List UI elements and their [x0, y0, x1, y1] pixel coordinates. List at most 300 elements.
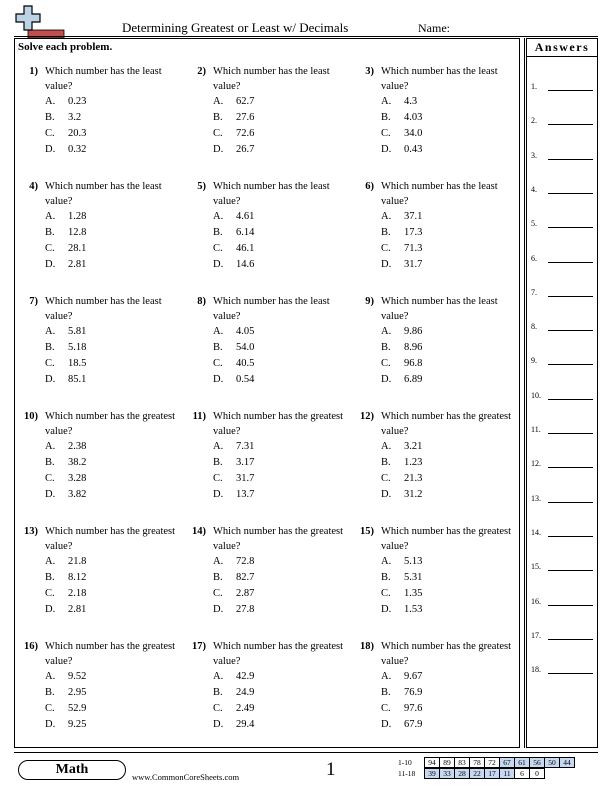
option-value: 38.2	[68, 457, 87, 468]
problem-number: 14)	[192, 526, 206, 537]
answer-option	[213, 701, 254, 717]
option-value: 28.1	[68, 243, 87, 254]
problem-number: 9)	[365, 296, 374, 307]
answer-number: 5.	[531, 219, 537, 229]
score-key-cell: 89	[439, 757, 455, 768]
answer-blank[interactable]	[548, 639, 593, 640]
option-letter: C.	[213, 128, 223, 139]
answer-number: 15.	[531, 562, 541, 572]
option-letter: C.	[213, 703, 223, 714]
problem	[354, 64, 516, 160]
problem-question: Which number has the greatest value?	[45, 641, 176, 667]
answer-option	[45, 241, 86, 257]
problem-number: 13)	[24, 526, 38, 537]
answer-option	[213, 94, 254, 110]
option-letter: C.	[213, 473, 223, 484]
option-letter: A.	[213, 556, 224, 567]
option-letter: A.	[45, 96, 56, 107]
option-value: 37.1	[404, 211, 423, 222]
option-letter: B.	[45, 342, 55, 353]
option-letter: C.	[45, 358, 55, 369]
answer-blank[interactable]	[548, 399, 593, 400]
option-value: 5.18	[68, 342, 87, 353]
answer-option	[213, 570, 254, 586]
option-letter: A.	[381, 671, 392, 682]
answer-number: 10.	[531, 390, 541, 400]
answer-option	[45, 142, 86, 158]
option-letter: D.	[45, 489, 56, 500]
answer-option	[381, 94, 417, 110]
option-value: 3.21	[404, 441, 423, 452]
answer-option	[213, 554, 254, 570]
answer-option	[381, 110, 422, 126]
option-value: 85.1	[68, 374, 87, 385]
problem-question: Which number has the least value?	[381, 66, 498, 92]
answer-option	[213, 586, 254, 602]
answer-number: 17.	[531, 630, 541, 640]
problem	[18, 639, 180, 735]
option-letter: A.	[45, 671, 56, 682]
option-value: 24.9	[236, 687, 255, 698]
option-letter: A.	[213, 441, 224, 452]
score-key-cell: 50	[544, 757, 560, 768]
score-key-cell: 67	[499, 757, 515, 768]
option-letter: D.	[45, 144, 56, 155]
problem	[186, 64, 348, 160]
problem-question: Which number has the greatest value?	[45, 526, 176, 552]
option-letter: B.	[45, 112, 55, 123]
option-letter: D.	[45, 259, 56, 270]
problem-number: 7)	[29, 296, 38, 307]
option-letter: C.	[381, 243, 391, 254]
option-letter: A.	[381, 96, 392, 107]
option-letter: D.	[381, 259, 392, 270]
option-value: 0.32	[68, 144, 87, 155]
option-value: 2.49	[236, 703, 255, 714]
option-value: 6.89	[404, 374, 423, 385]
option-letter: B.	[381, 342, 391, 353]
option-letter: C.	[213, 243, 223, 254]
answer-option	[213, 340, 254, 356]
option-letter: B.	[45, 227, 55, 238]
subject-badge: Math	[18, 760, 126, 780]
option-letter: D.	[213, 604, 224, 615]
score-key-cell: 33	[439, 768, 455, 779]
score-key-cell: 83	[454, 757, 470, 768]
option-letter: B.	[213, 227, 223, 238]
answer-option	[381, 685, 422, 701]
answer-option	[213, 455, 254, 471]
answer-option	[213, 372, 254, 388]
option-letter: C.	[45, 128, 55, 139]
problem-number: 17)	[192, 641, 206, 652]
answer-option	[213, 257, 254, 273]
option-letter: A.	[381, 441, 392, 452]
problem	[186, 294, 348, 390]
problem-number: 12)	[360, 411, 374, 422]
option-letter: C.	[381, 703, 391, 714]
option-letter: B.	[45, 572, 55, 583]
answer-option	[45, 372, 86, 388]
option-letter: B.	[213, 342, 223, 353]
answer-number: 4.	[531, 184, 537, 194]
option-letter: D.	[213, 144, 224, 155]
option-letter: C.	[45, 243, 55, 254]
problem-number: 5)	[197, 181, 206, 192]
problem	[18, 64, 180, 160]
problem	[18, 294, 180, 390]
option-letter: D.	[213, 374, 224, 385]
answer-blank[interactable]	[548, 124, 593, 125]
problem-question: Which number has the greatest value?	[213, 411, 344, 437]
answer-blank[interactable]	[548, 467, 593, 468]
option-value: 71.3	[404, 243, 423, 254]
answer-option	[45, 356, 86, 372]
answer-blank[interactable]	[548, 605, 593, 606]
score-key-cell: 56	[529, 757, 545, 768]
option-letter: D.	[381, 604, 392, 615]
page-title: Determining Greatest or Least w/ Decimals	[122, 20, 349, 35]
site-url: www.CommonCoreSheets.com	[132, 772, 240, 782]
problem	[18, 409, 180, 505]
option-letter: C.	[381, 588, 391, 599]
option-letter: B.	[213, 572, 223, 583]
answer-blank[interactable]	[548, 570, 593, 571]
answer-option	[45, 602, 86, 618]
answer-option	[213, 110, 254, 126]
answer-option	[45, 570, 86, 586]
answer-number: 12.	[531, 459, 541, 469]
answer-option	[45, 110, 81, 126]
option-letter: B.	[45, 457, 55, 468]
answer-blank[interactable]	[548, 159, 593, 160]
option-value: 4.05	[236, 326, 255, 337]
answer-number: 8.	[531, 322, 537, 332]
option-value: 3.2	[68, 112, 82, 123]
option-letter: C.	[45, 703, 55, 714]
answer-blank[interactable]	[548, 227, 593, 228]
problem-question: Which number has the greatest value?	[213, 641, 344, 667]
option-value: 31.2	[404, 489, 423, 500]
instructions: Solve each problem.	[18, 41, 113, 53]
option-letter: B.	[213, 457, 223, 468]
problem-number: 15)	[360, 526, 374, 537]
problem-question: Which number has the least value?	[213, 66, 330, 92]
option-value: 1.28	[68, 211, 87, 222]
problem-number: 11)	[192, 411, 206, 422]
answer-option	[45, 487, 86, 503]
score-key-cell: 17	[484, 768, 500, 779]
option-letter: A.	[45, 326, 56, 337]
answer-option	[381, 225, 422, 241]
problem-number: 1)	[29, 66, 38, 77]
option-letter: D.	[45, 604, 56, 615]
option-value: 96.8	[404, 358, 423, 369]
answer-option	[381, 570, 422, 586]
logo-icon	[14, 4, 70, 38]
answer-option	[213, 717, 254, 733]
option-letter: A.	[45, 556, 56, 567]
option-value: 40.5	[236, 358, 255, 369]
option-value: 2.81	[68, 604, 87, 615]
option-value: 26.7	[236, 144, 255, 155]
answer-option	[213, 324, 254, 340]
option-letter: B.	[213, 112, 223, 123]
problem-question: Which number has the greatest value?	[45, 411, 176, 437]
option-letter: A.	[381, 326, 392, 337]
score-key-cell: 11	[499, 768, 515, 779]
problem-number: 2)	[197, 66, 206, 77]
option-value: 13.7	[236, 489, 255, 500]
option-letter: D.	[45, 719, 56, 730]
option-letter: B.	[213, 687, 223, 698]
problem	[186, 409, 348, 505]
option-value: 29.4	[236, 719, 255, 730]
problem	[186, 639, 348, 735]
problem	[18, 524, 180, 620]
option-letter: C.	[45, 588, 55, 599]
answer-option	[45, 257, 86, 273]
problem-number: 8)	[197, 296, 206, 307]
option-letter: A.	[213, 326, 224, 337]
answer-option	[45, 126, 86, 142]
answer-blank[interactable]	[548, 90, 593, 91]
problem	[186, 524, 348, 620]
header-divider	[14, 36, 598, 37]
answer-option	[381, 669, 422, 685]
answer-option	[213, 356, 254, 372]
problem-question: Which number has the least value?	[213, 296, 330, 322]
problem	[186, 179, 348, 275]
option-value: 9.86	[404, 326, 423, 337]
option-value: 4.03	[404, 112, 423, 123]
option-letter: D.	[213, 489, 224, 500]
answer-number: 7.	[531, 287, 537, 297]
option-letter: B.	[381, 457, 391, 468]
option-letter: C.	[381, 473, 391, 484]
answer-option	[213, 602, 254, 618]
answer-blank[interactable]	[548, 364, 593, 365]
answer-option	[381, 324, 422, 340]
problem-question: Which number has the greatest value?	[213, 526, 344, 552]
answer-number: 1.	[531, 82, 537, 91]
option-letter: B.	[381, 572, 391, 583]
problem-question: Which number has the greatest value?	[381, 526, 512, 552]
problem-number: 16)	[24, 641, 38, 652]
option-value: 14.6	[236, 259, 255, 270]
score-key-cell: 61	[514, 757, 530, 768]
option-value: 76.9	[404, 687, 423, 698]
option-value: 62.7	[236, 96, 255, 107]
option-value: 5.13	[404, 556, 423, 567]
option-value: 42.9	[236, 671, 255, 682]
option-value: 9.52	[68, 671, 87, 682]
answer-option	[381, 487, 422, 503]
answer-option	[381, 209, 422, 225]
answer-option	[45, 554, 86, 570]
answer-option	[45, 685, 86, 701]
problem	[18, 179, 180, 275]
answer-option	[381, 257, 422, 273]
option-value: 52.9	[68, 703, 87, 714]
option-value: 31.7	[404, 259, 423, 270]
answer-option	[213, 225, 254, 241]
footer-divider	[14, 752, 598, 753]
option-value: 3.28	[68, 473, 87, 484]
answer-blank[interactable]	[548, 673, 593, 674]
option-letter: A.	[45, 211, 56, 222]
option-letter: A.	[213, 671, 224, 682]
score-key-cell: 28	[454, 768, 470, 779]
option-value: 72.6	[236, 128, 255, 139]
answer-option	[381, 126, 422, 142]
option-value: 27.6	[236, 112, 255, 123]
option-value: 1.53	[404, 604, 423, 615]
answer-blank[interactable]	[548, 262, 593, 263]
answer-option	[45, 225, 86, 241]
answer-option	[45, 94, 86, 110]
option-value: 54.0	[236, 342, 255, 353]
option-value: 0.43	[404, 144, 423, 155]
score-key-cell: 39	[424, 768, 440, 779]
option-value: 1.35	[404, 588, 423, 599]
score-key-cell: 6	[514, 768, 530, 779]
option-value: 2.18	[68, 588, 87, 599]
answer-option	[381, 340, 422, 356]
answer-column-divider	[524, 38, 525, 748]
score-key-cell: 72	[484, 757, 500, 768]
answers-title: Answers	[534, 40, 590, 54]
answer-option	[381, 554, 422, 570]
option-letter: A.	[213, 96, 224, 107]
answer-option	[381, 717, 422, 733]
problem-question: Which number has the least value?	[45, 181, 162, 207]
answer-option	[381, 372, 422, 388]
score-key-cell: 94	[424, 757, 440, 768]
option-letter: C.	[45, 473, 55, 484]
option-value: 46.1	[236, 243, 255, 254]
problem-question: Which number has the least value?	[45, 66, 162, 92]
answer-number: 2.	[531, 116, 537, 126]
option-value: 2.38	[68, 441, 87, 452]
option-value: 21.3	[404, 473, 423, 484]
answer-blank[interactable]	[548, 536, 593, 537]
answer-blank[interactable]	[548, 502, 593, 503]
option-value: 34.0	[404, 128, 423, 139]
answer-option	[213, 487, 254, 503]
answer-option	[45, 717, 86, 733]
problem-question: Which number has the least value?	[381, 296, 498, 322]
answer-option	[45, 455, 86, 471]
option-value: 20.3	[68, 128, 87, 139]
problem	[354, 294, 516, 390]
answer-blank[interactable]	[548, 433, 593, 434]
answer-option	[213, 142, 254, 158]
option-letter: C.	[381, 128, 391, 139]
answer-option	[381, 455, 422, 471]
answer-option	[45, 324, 86, 340]
problem-number: 4)	[29, 181, 38, 192]
option-value: 2.81	[68, 259, 87, 270]
option-letter: C.	[213, 588, 223, 599]
problem-question: Which number has the greatest value?	[381, 641, 512, 667]
answer-option	[213, 439, 254, 455]
answer-number: 6.	[531, 253, 537, 263]
answer-number: 9.	[531, 356, 537, 366]
option-value: 67.9	[404, 719, 423, 730]
answer-option	[381, 471, 422, 487]
option-letter: A.	[381, 556, 392, 567]
answer-option	[381, 142, 422, 158]
option-letter: B.	[381, 687, 391, 698]
answer-option	[381, 356, 422, 372]
option-letter: D.	[381, 489, 392, 500]
option-value: 5.81	[68, 326, 87, 337]
option-letter: D.	[213, 719, 224, 730]
problem-number: 3)	[365, 66, 374, 77]
option-letter: D.	[213, 259, 224, 270]
answer-blank[interactable]	[548, 296, 593, 297]
option-value: 2.87	[236, 588, 255, 599]
option-value: 17.3	[404, 227, 423, 238]
problem-question: Which number has the least value?	[213, 181, 330, 207]
answer-option	[45, 209, 86, 225]
answer-number: 3.	[531, 150, 537, 160]
option-value: 9.25	[68, 719, 87, 730]
option-value: 72.8	[236, 556, 255, 567]
option-letter: B.	[45, 687, 55, 698]
option-value: 12.8	[68, 227, 87, 238]
answer-option	[213, 126, 254, 142]
option-letter: D.	[381, 144, 392, 155]
option-value: 3.17	[236, 457, 255, 468]
score-key-label: 11-18	[398, 769, 416, 778]
option-value: 6.14	[236, 227, 255, 238]
problem-number: 10)	[24, 411, 38, 422]
answer-number: 13.	[531, 493, 541, 503]
option-value: 5.31	[404, 572, 423, 583]
problem-question: Which number has the least value?	[381, 181, 498, 207]
option-value: 82.7	[236, 572, 255, 583]
option-value: 31.7	[236, 473, 255, 484]
option-value: 9.67	[404, 671, 423, 682]
option-value: 0.23	[68, 96, 87, 107]
answer-option	[45, 340, 86, 356]
option-letter: A.	[213, 211, 224, 222]
option-letter: B.	[381, 112, 391, 123]
answer-option	[381, 701, 422, 717]
score-key-cell: 22	[469, 768, 485, 779]
answer-blank[interactable]	[548, 193, 593, 194]
answer-option	[381, 439, 422, 455]
answers-title-divider	[526, 56, 598, 57]
option-letter: D.	[381, 374, 392, 385]
problem-number: 18)	[360, 641, 374, 652]
option-letter: C.	[381, 358, 391, 369]
answer-blank[interactable]	[548, 330, 593, 331]
answer-number: 16.	[531, 596, 541, 606]
answer-option	[213, 209, 254, 225]
answer-option	[45, 586, 86, 602]
problem	[354, 524, 516, 620]
name-label: Name:	[418, 21, 450, 35]
problem-number: 6)	[365, 181, 374, 192]
option-letter: B.	[381, 227, 391, 238]
answer-number: 18.	[531, 665, 541, 675]
option-value: 8.12	[68, 572, 87, 583]
score-key-label: 1-10	[398, 758, 412, 767]
page-number: 1	[326, 759, 336, 780]
